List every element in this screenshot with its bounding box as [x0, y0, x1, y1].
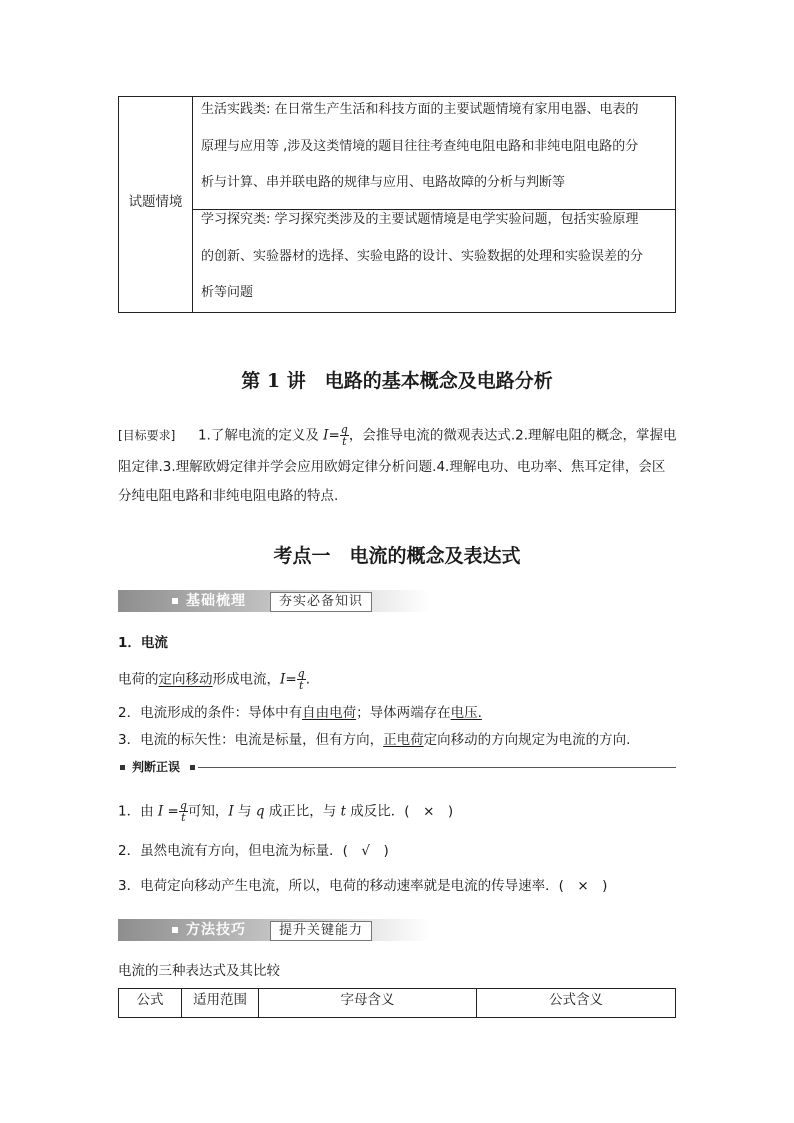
- table-header-cell: 字母含义: [259, 989, 477, 1017]
- square-bullet-icon: [120, 765, 125, 770]
- methods-banner: [118, 919, 430, 941]
- divider-line: [198, 767, 676, 768]
- table-header-cell: 公式: [119, 989, 182, 1017]
- formula-symbol: q: [255, 803, 265, 820]
- text-run: 可知，: [187, 803, 229, 820]
- fraction-denominator: t: [298, 679, 304, 692]
- underlined-term: 自由电荷: [302, 705, 357, 721]
- table-header-cell: 适用范围: [182, 989, 259, 1017]
- formula-symbol: I: [157, 803, 164, 820]
- text-run: 3．电流的标矢性：电流是标量，但有方向，: [118, 732, 384, 748]
- cell-line: 析等问题: [201, 285, 254, 300]
- underlined-term: 定向移动: [158, 671, 213, 688]
- formula-symbol: I: [228, 803, 234, 820]
- item-1-text: [118, 668, 310, 691]
- square-bullet-icon: [190, 765, 195, 770]
- cell-line: 的创新、实验器材的选择、实验电路的设计、实验数据的处理和实验误差的分: [201, 248, 644, 264]
- current-fraction: [297, 668, 306, 691]
- banner-title: 基础梳理: [186, 593, 246, 609]
- current-fraction: [179, 800, 188, 823]
- text-run: 成反比．( × ): [346, 803, 454, 820]
- text-run: 2．电流形成的条件：导体中有: [118, 705, 303, 721]
- formula-symbol: I: [323, 427, 329, 444]
- fraction-denominator: t: [342, 435, 347, 448]
- objectives-text: ，会推导电流的微观表达式.2.理解电阻的概念，掌握电: [348, 427, 677, 444]
- cell-line: 原理与应用等 ,涉及这类情境的题目往往考查纯电阻电路和非纯电阻电路的分: [201, 138, 639, 154]
- cell-line: 学习探究类: 学习探究类涉及的主要试题情境是电学实验问题，包括实验原理: [201, 212, 639, 227]
- lecture-title: 第 1 讲 电路的基本概念及电路分析: [241, 370, 553, 392]
- formula-equals: =: [285, 671, 297, 688]
- text-run: 与: [233, 803, 256, 820]
- item-2-text: [118, 704, 482, 722]
- objectives-tag: [目标要求]: [118, 428, 176, 443]
- objectives-line-2: 阻定律.3.理解欧姆定律并学会应用欧姆定律分析问题.4.理解电功、电功率、焦耳定律，会区: [118, 459, 666, 475]
- formula-equals: =: [163, 803, 179, 820]
- cell-line: 生活实践类: 在日常生产生活和科技方面的主要试题情境有家用电器、电表的: [201, 102, 639, 117]
- fraction-denominator: t: [181, 811, 186, 824]
- text-run: 定向移动的方向规定为电流的方向.: [423, 732, 631, 748]
- underlined-term: 电压.: [450, 705, 482, 721]
- study-explore-cell: [201, 202, 669, 312]
- banner-subtitle: 提升关键能力: [270, 921, 372, 941]
- table-header-cell: 公式含义: [549, 992, 603, 1008]
- text-run: .: [305, 671, 310, 688]
- judge-title: 判断正误: [132, 760, 181, 774]
- judge-item-1: [118, 800, 453, 823]
- objectives-text: 1.了解电流的定义及: [197, 427, 324, 444]
- formula-compare-table: [118, 988, 676, 1018]
- text-run: 1．由: [118, 803, 158, 820]
- cell-line: 析与计算、串并联电路的规律与应用、电路故障的分析与判断等: [201, 175, 566, 190]
- objectives-line-1: [118, 424, 677, 447]
- judge-item-2: 2．虽然电流有方向，但电流为标量．( √ ): [118, 843, 389, 859]
- fraction-numerator: q: [297, 667, 305, 680]
- item-heading: 1．电流: [118, 635, 168, 651]
- fraction-numerator: q: [340, 423, 348, 436]
- text-run: 电荷的: [118, 671, 159, 688]
- basics-banner: [118, 590, 430, 612]
- judge-header: [118, 761, 676, 775]
- formula-symbol: t: [340, 803, 347, 820]
- context-table: [118, 96, 676, 313]
- table-divider: [192, 97, 193, 312]
- underlined-term: 正电荷: [383, 732, 424, 748]
- row-label: 试题情境: [128, 194, 183, 210]
- formula-symbol: I: [280, 671, 286, 688]
- judge-item-3: 3．电荷定向移动产生电流，所以，电荷的移动速率就是电流的传导速率．( × ): [118, 878, 608, 894]
- banner-title: 方法技巧: [186, 922, 246, 938]
- formula-equals: =: [328, 427, 340, 444]
- current-fraction: [340, 424, 349, 447]
- banner-subtitle: 夯实必备知识: [270, 592, 372, 612]
- objectives-line-3: 分纯电阻电路和非纯电阻电路的特点.: [118, 488, 339, 504]
- compare-title: 电流的三种表达式及其比较: [118, 963, 280, 979]
- life-practice-cell: [201, 92, 669, 202]
- section-title: 考点一 电流的概念及表达式: [273, 545, 521, 567]
- text-run: 形成电流，: [212, 671, 280, 688]
- text-run: ；导体两端存在: [356, 705, 451, 721]
- text-run: 成正比，与: [264, 803, 341, 820]
- item-3-text: [118, 731, 630, 749]
- fraction-numerator: q: [179, 799, 187, 812]
